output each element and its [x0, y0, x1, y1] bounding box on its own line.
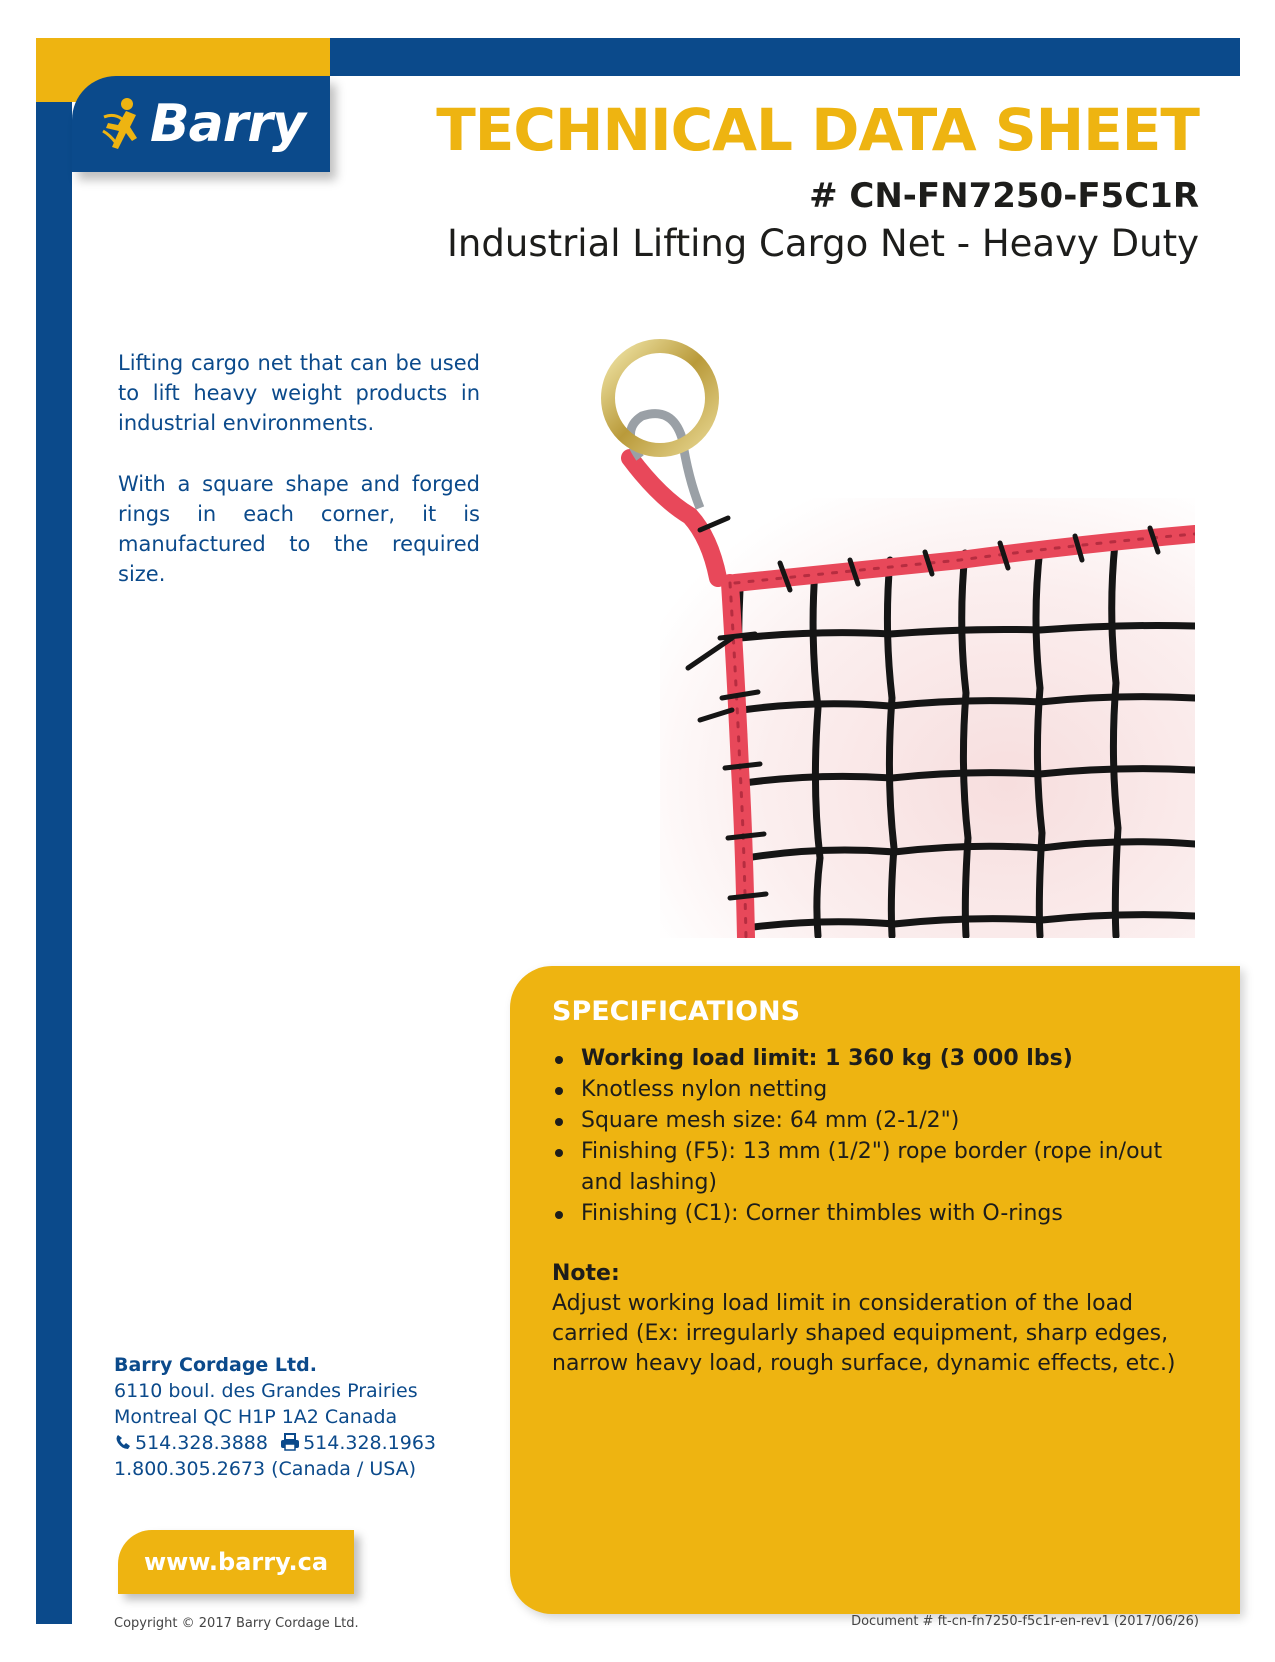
phone-icon: [114, 1433, 132, 1451]
o-ring-icon: [608, 346, 712, 450]
note-text: Adjust working load limit in consideration of the load carried (Ex: irregularly shaped equipment, sharp edges, narrow heavy load, rough surface, dynamic effects, etc.): [552, 1291, 1176, 1376]
website-link[interactable]: www.barry.ca: [143, 1548, 329, 1576]
left-blue-bar: [36, 38, 72, 1624]
specifications-panel: [510, 966, 1240, 1614]
document-number: Document # ft-cn-fn7250-f5c1r-en-rev1 (2017/06/26): [851, 1614, 1199, 1629]
spec-item-finishing-c1: Finishing (C1): Corner thimbles with O-rings: [552, 1198, 1201, 1229]
page-title: TECHNICAL DATA SHEET: [436, 96, 1199, 164]
logo-tab: [72, 76, 330, 172]
spec-item-netting: Knotless nylon netting: [552, 1074, 1201, 1105]
phone-fax-line: [114, 1430, 436, 1456]
spec-item-mesh-size: Square mesh size: 64 mm (2-1/2"): [552, 1105, 1201, 1136]
note-label: Note:: [552, 1261, 620, 1286]
intro-paragraph: With a square shape and forged rings in each corner, it is manufactured to the required size.: [118, 472, 480, 586]
fax-icon: [280, 1433, 300, 1451]
spec-item-finishing-f5: Finishing (F5): 13 mm (1/2") rope border (rope in/out and lashing): [552, 1136, 1201, 1198]
product-code: # CN-FN7250-F5C1R: [809, 176, 1199, 216]
address-line: 6110 boul. des Grandes Prairies: [114, 1380, 418, 1402]
copyright-text: Copyright © 2017 Barry Cordage Ltd.: [114, 1616, 359, 1631]
logo-text: Barry: [150, 94, 305, 154]
website-tab[interactable]: [118, 1530, 354, 1594]
product-name: Industrial Lifting Cargo Net - Heavy Duty: [447, 222, 1199, 265]
intro-text: [118, 348, 480, 620]
barry-figure-icon: [100, 95, 144, 153]
specifications-heading: SPECIFICATIONS: [552, 996, 801, 1027]
product-photo: [560, 338, 1195, 938]
top-blue-bar: [330, 38, 1240, 76]
address-line: Montreal QC H1P 1A2 Canada: [114, 1406, 398, 1428]
specifications-list: [552, 1043, 1200, 1229]
company-address: [114, 1352, 436, 1482]
toll-free-number[interactable]: 1.800.305.2673 (Canada / USA): [114, 1458, 417, 1480]
fax-number: 514.328.1963: [303, 1432, 437, 1454]
intro-paragraph: Lifting cargo net that can be used to lift heavy weight products in industrial environments.: [118, 351, 480, 435]
spec-item-working-load: Working load limit: 1 360 kg (3 000 lbs): [552, 1043, 1201, 1074]
company-name: Barry Cordage Ltd.: [114, 1354, 317, 1376]
phone-number[interactable]: 514.328.3888: [135, 1432, 268, 1454]
